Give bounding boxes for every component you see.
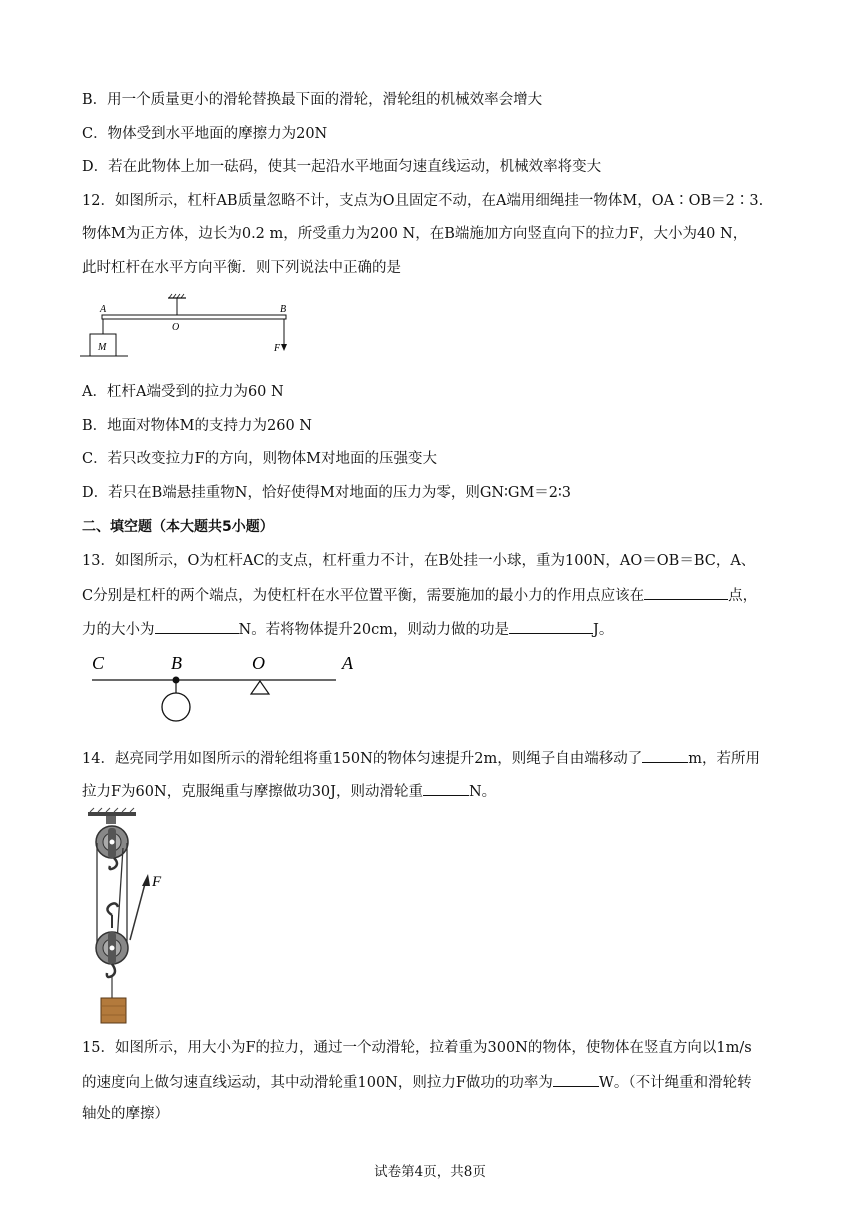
q12-force-arrow: [281, 344, 287, 351]
q13-line2-text: C分别是杠杆的两个端点，为使杠杆在水平位置平衡，需要施加的最小力的作用点应该在: [82, 588, 645, 604]
q12-option-b: B．地面对物体M的支持力为260 N: [82, 418, 312, 434]
q15-stem-line2: [82, 1071, 752, 1093]
q15-stem-line1: 15．如图所示，用大小为F的拉力，通过一个动滑轮，拉着重为300N的物体，使物体在竖直方向以1m/s: [82, 1040, 752, 1056]
q12-option-c: C．若只改变拉力F的方向，则物体M对地面的压强变大: [82, 451, 438, 467]
q13-ball: [162, 693, 190, 721]
q13-line3-mid: N。若将物体提升20cm，则动力做的功是: [238, 622, 510, 638]
q13-lever-figure: [84, 652, 364, 727]
q13-blank-force[interactable]: [155, 618, 239, 634]
q12-label-m: M: [98, 342, 107, 353]
q13-label-a: A: [342, 653, 353, 673]
q12-label-o: O: [172, 322, 180, 333]
q14-blank-weight[interactable]: [423, 780, 469, 796]
q12-stem-line2: 物体M为正方体，边长为0.2 m，所受重力为200 N，在B端施加方向竖直向下的拉力F，大小为40 N，: [82, 226, 748, 242]
q13-label-o: O: [252, 653, 265, 673]
q13-blank-point[interactable]: [644, 584, 728, 600]
q14-pulley-figure: [84, 810, 184, 1025]
section-heading: 二、填空题（本大题共5小题）: [82, 519, 274, 535]
q13-stem-line3: [82, 618, 613, 640]
q14-line2-text: 拉力F为60N，克服绳重与摩擦做功30J，则动滑轮重: [82, 784, 423, 800]
q14-blank-distance[interactable]: [642, 747, 688, 763]
q14-line1-text: 14．赵亮同学用如图所示的滑轮组将重150N的物体匀速提升2m，则绳子自由端移动了: [82, 751, 643, 767]
q15-line2-text: 的速度向上做匀速直线运动，其中动滑轮重100N，则拉力F做功的功率为: [82, 1075, 553, 1091]
q11-option-b: B．用一个质量更小的滑轮替换最下面的滑轮，滑轮组的机械效率会增大: [82, 92, 543, 108]
q13-label-c: C: [92, 653, 105, 673]
q13-line2-tail: 点，: [728, 588, 758, 604]
q12-option-a: A．杠杆A端受到的拉力为60 N: [82, 384, 284, 400]
q13-line3-tail: J。: [593, 622, 614, 638]
q14-stem-line2: [82, 780, 496, 802]
page-footer: 试卷第4页，共8页: [374, 1164, 486, 1180]
q12-label-b: B: [280, 304, 287, 315]
q13-blank-work[interactable]: [509, 618, 593, 634]
q12-label-f: F: [274, 343, 281, 354]
q11-option-d: D．若在此物体上加一砝码，使其一起沿水平地面匀速直线运动，机械效率将变大: [82, 159, 602, 175]
q13-stem-line1: 13．如图所示，O为杠杆AC的支点，杠杆重力不计，在B处挂一小球，重为100N，AO＝OB＝BC，A、: [82, 553, 756, 569]
q14-load-block: [101, 998, 126, 1023]
q13-line3-text: 力的大小为: [82, 622, 155, 638]
q12-stem-line1: 12．如图所示，杠杆AB质量忽略不计，支点为O且固定不动，在A端用细绳挂一物体M，OA∶OB＝2∶3.: [82, 193, 764, 209]
q12-label-a: A: [100, 304, 107, 315]
q14-line2-tail: N。: [468, 784, 497, 800]
q13-label-b: B: [171, 653, 182, 673]
q12-stem-line3: 此时杠杆在水平方向平衡．则下列说法中正确的是: [82, 260, 401, 276]
q15-stem-line3: 轴处的摩擦）: [82, 1106, 169, 1122]
q14-line1-tail: m，若所用: [688, 751, 761, 767]
q14-label-f: F: [152, 874, 162, 890]
q13-stem-line2: [82, 584, 757, 606]
q12-option-d: D．若只在B端悬挂重物N，恰好使得M对地面的压力为零，则GN∶GM＝2∶3: [82, 485, 572, 501]
q14-force-arrow: [142, 874, 150, 886]
q15-line2-tail: W。（不计绳重和滑轮转: [598, 1075, 752, 1091]
q12-lever-figure: [80, 290, 300, 370]
q14-stem-line1: [82, 747, 760, 769]
q15-blank-power[interactable]: [553, 1071, 599, 1087]
q11-option-c: C．物体受到水平地面的摩擦力为20N: [82, 126, 328, 142]
q13-fulcrum: [251, 681, 269, 694]
